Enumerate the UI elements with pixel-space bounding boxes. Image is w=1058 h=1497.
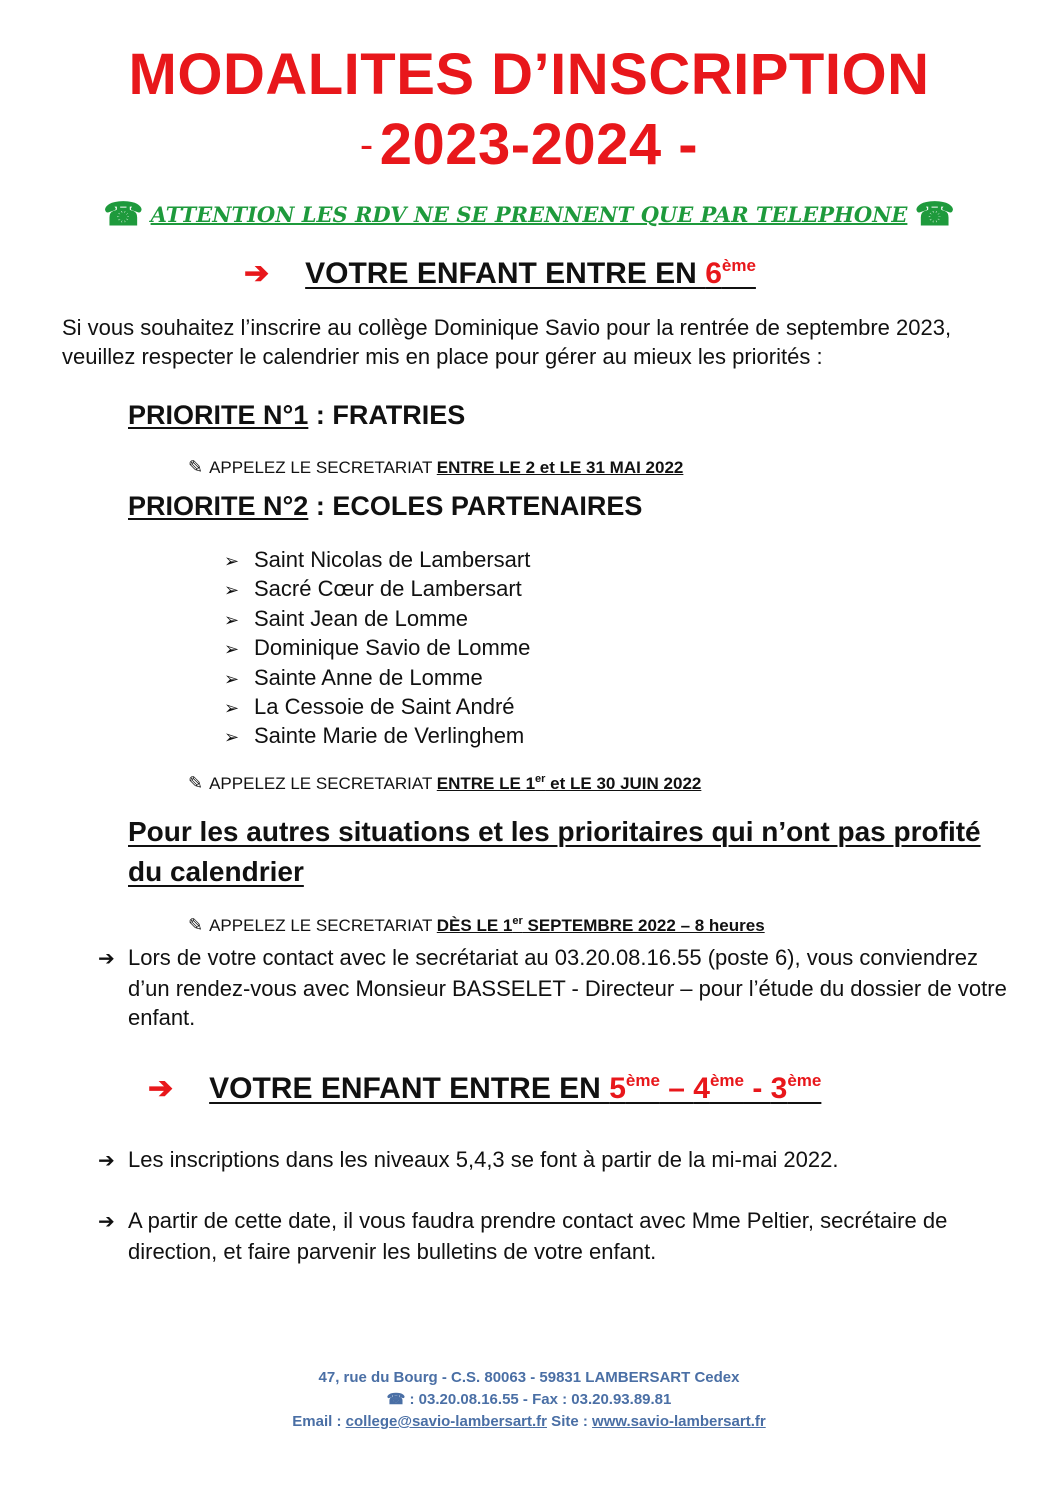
page-title: MODALITES D’INSCRIPTION [128,42,930,107]
bullet-inscriptions: ➔ Les inscriptions dans les niveaux 5,4,3 se font à partir de la mi-mai 2022. [98,1145,1008,1176]
list-item: ➢ Saint Nicolas de Lambersart [224,546,530,575]
priority-2-dates: ENTRE LE 1er et LE 30 JUIN 2022 [436,773,702,793]
arrow-right-icon: ➔ [98,1150,115,1172]
list-item: ➢ Sainte Marie de Verlinghem [224,722,530,751]
pointing-hand-icon: ✎ [188,915,204,935]
list-item: ➢ Sainte Anne de Lomme [224,664,530,693]
partner-schools-list [224,546,530,752]
level-6: 6ème [705,256,756,290]
phone-notice [0,196,1058,233]
arrowhead-bullet-icon: ➢ [224,551,240,571]
arrowhead-bullet-icon: ➢ [224,668,240,689]
arrowhead-bullet-icon: ➢ [224,609,240,630]
arrowhead-bullet-icon: ➢ [224,698,240,719]
page-subtitle-year [0,112,1058,178]
telephone-icon: ☎ [386,1391,406,1408]
arrowhead-bullet-icon: ➢ [224,639,240,660]
list-item: ➢ Dominique Savio de Lomme [224,634,530,663]
pointing-hand-icon: ✎ [188,773,204,793]
levels-5-4-3: 5ème – 4ème - 3ème [609,1071,822,1105]
telephone-icon: ☎ [103,195,144,233]
arrowhead-bullet-icon: ➢ [224,727,240,748]
footer-contact: Email : college@savio-lambersart.fr Site : www.savio-lambersart.fr [292,1413,766,1430]
footer [0,1367,1058,1433]
arrow-right-icon: ➔ [98,1211,115,1233]
email-link[interactable]: college@savio-lambersart.fr [345,1413,548,1430]
priority-1-call: ✎ APPELEZ LE SECRETARIAT ENTRE LE 2 et LE 31 MAI 2022 [188,457,684,477]
title-dash: - [359,123,374,167]
list-item: ➢ Sacré Cœur de Lambersart [224,575,530,604]
priority-1-heading: PRIORITE N°1 : FRATRIES [128,400,466,430]
footer-phones: ☎ : 03.20.08.16.55 - Fax : 03.20.93.89.81 [386,1391,672,1408]
priority-2-call: ✎ APPELEZ LE SECRETARIAT ENTRE LE 1er et LE 30 JUIN 2022 [188,773,702,793]
section-heading-text: VOTRE ENFANT ENTRE EN 5ème – 4ème - 3ème [209,1071,822,1105]
contact-paragraph: ➔ Lors de votre contact avec le secrétariat au 03.20.08.16.55 (poste 6), vous conviendrez d’un rendez-vous avec Monsieur BASSELET - Directeur – pour l’étude du dossier de votre enfant. [98,945,1007,1030]
arrowhead-bullet-icon: ➢ [224,580,240,601]
section-heading-text: VOTRE ENFANT ENTRE EN 6ème [305,256,756,290]
school-year: 2023-2024 - [379,112,699,177]
arrow-right-icon: ➔ [244,257,270,290]
other-call: ✎ APPELEZ LE SECRETARIAT DÈS LE 1er SEPTEMBRE 2022 – 8 heures [188,915,765,935]
intro-paragraph: Si vous souhaitez l’inscrire au collège Dominique Savio pour la rentrée de septembre 2023, veuillez respecter le calendrier mis en place pour gérer au mieux les priorités : [62,315,952,369]
section-heading-6eme [244,248,756,292]
list-item: ➢ Saint Jean de Lomme [224,605,530,634]
notice-text: ATTENTION LES RDV NE SE PRENNENT QUE PAR TELEPHONE [150,202,908,227]
other-situations-heading: Pour les autres situations et les prioritaires qui n’ont pas profité du calendrier [128,816,981,887]
arrow-right-icon: ➔ [98,948,115,970]
priority-2-heading: PRIORITE N°2 : ECOLES PARTENAIRES [128,491,643,521]
arrow-right-icon: ➔ [148,1072,174,1105]
footer-address: 47, rue du Bourg - C.S. 80063 - 59831 LAMBERSART Cedex [318,1369,740,1386]
other-dates: DÈS LE 1er SEPTEMBRE 2022 – 8 heures [436,915,765,935]
list-item: ➢ La Cessoie de Saint André [224,693,530,722]
bullet-contact-peltier: ➔ A partir de cette date, il vous faudra prendre contact avec Mme Peltier, secrétaire de direction, et faire parvenir les bulletins de votre enfant. [98,1208,948,1264]
pointing-hand-icon: ✎ [188,457,204,477]
telephone-icon: ☎ [914,195,955,233]
section-heading-543 [148,1063,821,1107]
priority-1-dates: ENTRE LE 2 et LE 31 MAI 2022 [436,458,684,477]
website-link[interactable]: www.savio-lambersart.fr [592,1413,766,1430]
